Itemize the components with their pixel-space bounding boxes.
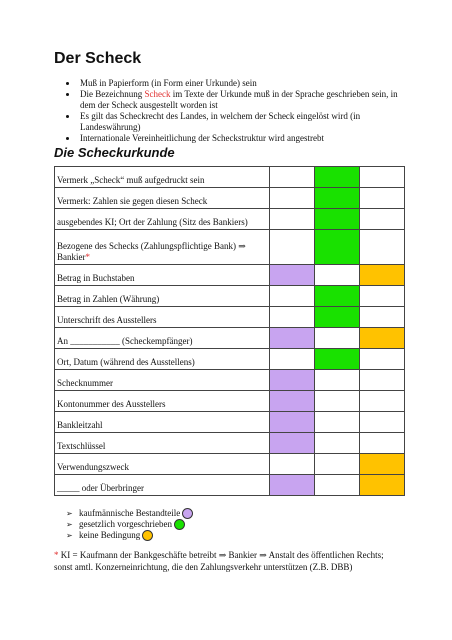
marker-cell-2 — [315, 230, 360, 265]
component-label: Vermerk: Zahlen sie gegen diesen Scheck — [55, 188, 270, 209]
component-label: Bankleitzahl — [55, 412, 270, 433]
marker-cell-2 — [315, 475, 360, 496]
marker-cell-1 — [270, 188, 315, 209]
marker-cell-1 — [270, 391, 315, 412]
table-row — [55, 188, 405, 209]
component-label: Schecknummer — [55, 370, 270, 391]
component-label: Vermerk „Scheck“ muß aufgedruckt sein — [55, 167, 270, 188]
marker-cell-2 — [315, 167, 360, 188]
marker-cell-2 — [315, 328, 360, 349]
table-row — [55, 307, 405, 328]
table-row — [55, 454, 405, 475]
footnote-marker: * — [85, 252, 90, 262]
intro-bullet: Muß in Papierform (in Form einer Urkunde) sein — [54, 78, 414, 89]
legend-color-dot-icon — [182, 508, 193, 519]
marker-cell-1 — [270, 370, 315, 391]
marker-cell-3 — [360, 454, 405, 475]
marker-cell-1 — [270, 167, 315, 188]
component-label: Verwendungszweck — [55, 454, 270, 475]
table-row — [55, 328, 405, 349]
marker-cell-2 — [315, 286, 360, 307]
component-label: ausgebendes KI; Ort der Zahlung (Sitz des Bankiers) — [55, 209, 270, 230]
intro-bullet: Es gilt das Scheckrecht des Landes, in welchem der Scheck eingelöst wird (in Landeswährung) — [54, 111, 414, 133]
marker-cell-3 — [360, 188, 405, 209]
marker-cell-1 — [270, 230, 315, 265]
marker-cell-2 — [315, 370, 360, 391]
table-row — [55, 265, 405, 286]
marker-cell-1 — [270, 265, 315, 286]
legend-color-dot-icon — [142, 530, 153, 541]
component-label: Betrag in Zahlen (Währung) — [55, 286, 270, 307]
legend-color-dot-icon — [174, 519, 185, 530]
section-title: Die Scheckurkunde — [54, 145, 175, 160]
table-body — [55, 167, 405, 496]
legend-item: ➢ kaufmännische Bestandteile — [66, 508, 180, 519]
table-row — [55, 286, 405, 307]
marker-cell-1 — [270, 475, 315, 496]
marker-cell-3 — [360, 209, 405, 230]
marker-cell-2 — [315, 349, 360, 370]
arrow-bullet-icon: ➢ — [66, 509, 73, 518]
marker-cell-3 — [360, 433, 405, 454]
legend-item: ➢ gesetzlich vorgeschrieben — [66, 519, 180, 530]
marker-cell-3 — [360, 230, 405, 265]
marker-cell-3 — [360, 167, 405, 188]
table-row — [55, 475, 405, 496]
marker-cell-2 — [315, 391, 360, 412]
component-label: Betrag in Buchstaben — [55, 265, 270, 286]
marker-cell-3 — [360, 265, 405, 286]
marker-cell-1 — [270, 454, 315, 475]
component-label: Bezogene des Schecks (Zahlungspflichtige Bank) ⇒ Bankier* — [55, 230, 270, 265]
marker-cell-2 — [315, 265, 360, 286]
marker-cell-2 — [315, 433, 360, 454]
legend-list — [66, 508, 180, 541]
table-row — [55, 167, 405, 188]
table-row — [55, 391, 405, 412]
intro-bullet: Die Bezeichnung Scheck im Texte der Urkunde muß in der Sprache geschrieben sein, in dem der Scheck ausgestellt worden ist — [54, 89, 414, 111]
page-title: Der Scheck — [54, 50, 142, 67]
component-label: Unterschrift des Ausstellers — [55, 307, 270, 328]
component-label: Textschlüssel — [55, 433, 270, 454]
marker-cell-1 — [270, 412, 315, 433]
footnote-text: KI = Kaufmann der Bankgeschäfte betreibt ⇒ Bankier ⇒ Anstalt des öffentlichen Rechts; sonst amtl. Konzerneinrichtung, die den Zahlungsverkehr unterstützen (Z.B. DBB) — [54, 550, 384, 572]
component-label: An ___________ (Scheckempfänger) — [55, 328, 270, 349]
table-row — [55, 209, 405, 230]
marker-cell-3 — [360, 328, 405, 349]
marker-cell-1 — [270, 328, 315, 349]
marker-cell-2 — [315, 209, 360, 230]
legend-item: ➢ keine Bedingung — [66, 530, 180, 541]
marker-cell-3 — [360, 412, 405, 433]
table-row — [55, 412, 405, 433]
table-row — [55, 370, 405, 391]
table-row — [55, 230, 405, 265]
marker-cell-1 — [270, 307, 315, 328]
marker-cell-2 — [315, 307, 360, 328]
marker-cell-3 — [360, 391, 405, 412]
marker-cell-1 — [270, 209, 315, 230]
highlighted-word: Scheck — [144, 89, 171, 99]
marker-cell-2 — [315, 412, 360, 433]
marker-cell-1 — [270, 433, 315, 454]
marker-cell-3 — [360, 286, 405, 307]
table-row — [55, 433, 405, 454]
marker-cell-2 — [315, 188, 360, 209]
marker-cell-3 — [360, 370, 405, 391]
marker-cell-1 — [270, 286, 315, 307]
footnote-star: * — [54, 550, 59, 560]
table-row — [55, 349, 405, 370]
marker-cell-2 — [315, 454, 360, 475]
scheck-components-table — [54, 166, 405, 496]
marker-cell-3 — [360, 475, 405, 496]
component-label: Ort, Datum (während des Ausstellens) — [55, 349, 270, 370]
arrow-bullet-icon: ➢ — [66, 531, 73, 540]
intro-bullet: Internationale Vereinheitlichung der Scheckstruktur wird angestrebt — [54, 133, 414, 144]
footnote — [54, 549, 404, 573]
marker-cell-1 — [270, 349, 315, 370]
component-label: Kontonummer des Ausstellers — [55, 391, 270, 412]
intro-bullet-list — [54, 78, 414, 144]
marker-cell-3 — [360, 307, 405, 328]
arrow-bullet-icon: ➢ — [66, 520, 73, 529]
marker-cell-3 — [360, 349, 405, 370]
component-label: _____ oder Überbringer — [55, 475, 270, 496]
